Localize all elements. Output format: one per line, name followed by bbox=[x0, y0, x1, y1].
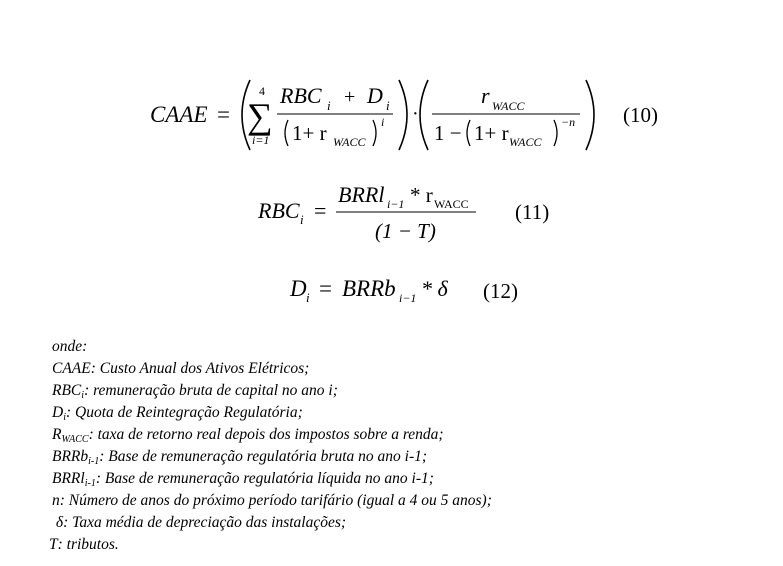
definition-text: : Quota de Reintegração Regulatória; bbox=[65, 404, 303, 421]
eq10-dot: · bbox=[412, 103, 419, 125]
eq10-num-d: D bbox=[367, 83, 383, 108]
definition-caae bbox=[52, 358, 492, 380]
definition-text: : Número de anos do próximo período tarifário (igual a 4 ou 5 anos); bbox=[59, 492, 492, 509]
eq10-sum-lower: i=1 bbox=[252, 133, 270, 147]
definition-t bbox=[49, 534, 492, 556]
equation-12 bbox=[289, 276, 518, 305]
definition-text: : Taxa média de depreciação das instalações; bbox=[63, 514, 347, 531]
eq10-den-right-b: 1+ r bbox=[474, 121, 509, 145]
definitions-intro: onde: bbox=[52, 338, 88, 355]
definition-text: : remuneração bruta de capital no ano i; bbox=[84, 382, 338, 399]
eq10-den-left-paren-close bbox=[373, 120, 376, 146]
eq12-rhs-sub: i−1 bbox=[399, 291, 417, 305]
definition-subscript: i-1 bbox=[84, 478, 96, 489]
eq10-sum-symbol: ∑ bbox=[247, 96, 273, 136]
equation-10 bbox=[150, 80, 658, 150]
definition-text: : tributos. bbox=[57, 536, 119, 553]
definition-symbol: n bbox=[52, 492, 60, 509]
eq10-den-left-exp: i bbox=[381, 115, 385, 129]
eq10-right-group-open bbox=[420, 80, 428, 150]
definition-symbol: BRRl bbox=[52, 470, 85, 487]
eq12-equals: = bbox=[319, 276, 332, 301]
eq10-num-r: r bbox=[481, 83, 490, 108]
definition-symbol: CAAE bbox=[52, 360, 91, 377]
eq12-rhs: BRRb bbox=[342, 276, 396, 301]
eq12-number: (12) bbox=[483, 279, 518, 303]
eq12-lhs: D bbox=[290, 276, 307, 301]
definition-brrb bbox=[52, 446, 492, 468]
definition-d bbox=[52, 402, 492, 424]
definition-subscript: i bbox=[81, 390, 85, 401]
eq10-den-left-paren-open bbox=[285, 120, 288, 146]
eq11-equals: = bbox=[314, 198, 327, 223]
definition-n bbox=[52, 490, 492, 512]
definition-subscript: WACC bbox=[61, 434, 89, 445]
eq10-den-right-a: 1 − bbox=[434, 121, 462, 145]
definition-brrl bbox=[52, 468, 492, 490]
eq10-num-rbc-sub: i bbox=[327, 98, 331, 113]
definition-symbol: D bbox=[52, 404, 64, 421]
eq10-right-paren bbox=[399, 80, 407, 150]
definition-text: : Base de remuneração regulatória bruta no ano i-1; bbox=[99, 448, 428, 465]
eq10-den-right-paren-close bbox=[554, 120, 557, 146]
definition-subscript: i-1 bbox=[88, 456, 100, 467]
definition-text: : taxa de retorno real depois dos impostos sobre a renda; bbox=[88, 426, 444, 443]
eq10-den-right-exp: −n bbox=[561, 115, 576, 129]
definition-symbol: RBC bbox=[52, 382, 82, 399]
eq10-num-plus: + bbox=[344, 86, 356, 108]
definition-delta bbox=[52, 512, 492, 534]
eq11-number: (11) bbox=[515, 200, 550, 224]
eq11-lhs-sub: i bbox=[300, 212, 304, 227]
eq11-num-mult-sub: WACC bbox=[434, 197, 469, 211]
eq11-lhs: RBC bbox=[258, 198, 300, 223]
eq12-lhs-sub: i bbox=[306, 290, 310, 305]
eq10-lhs: CAAE bbox=[150, 102, 208, 127]
definition-symbol: δ bbox=[55, 514, 64, 531]
definition-symbol: T bbox=[49, 536, 58, 553]
definition-symbol: R bbox=[52, 426, 62, 443]
eq10-den-right-sub: WACC bbox=[509, 135, 542, 149]
eq12-rhs-mult: * δ bbox=[421, 276, 448, 301]
eq10-right-group-close bbox=[586, 80, 594, 150]
definition-symbol: BRRb bbox=[52, 448, 89, 465]
definition-rbc bbox=[52, 380, 492, 402]
eq10-equals: = bbox=[217, 102, 230, 127]
eq10-num-r-sub: WACC bbox=[492, 99, 525, 113]
definition-text: : Base de remuneração regulatória líquida no ano i-1; bbox=[95, 470, 434, 487]
eq10-num-rbc: RBC bbox=[280, 83, 322, 108]
eq11-num-sub: i−1 bbox=[387, 197, 405, 211]
definition-subscript: i bbox=[63, 412, 66, 423]
eq10-den-left-sub: WACC bbox=[333, 135, 366, 149]
equation-11 bbox=[257, 182, 549, 243]
eq10-num-d-sub: i bbox=[386, 98, 390, 113]
eq10-sum-upper: 4 bbox=[259, 84, 265, 98]
eq11-num: BRRl bbox=[338, 182, 385, 207]
eq10-den-left-base: 1+ r bbox=[292, 121, 327, 145]
eq11-den: (1 − T) bbox=[375, 219, 436, 243]
definition-text: : Custo Anual dos Ativos Elétricos; bbox=[90, 360, 310, 377]
definitions-list bbox=[49, 336, 492, 556]
eq11-num-mult: * r bbox=[410, 183, 433, 207]
eq10-den-right-paren-open bbox=[467, 120, 470, 146]
definition-rwacc bbox=[52, 424, 492, 446]
eq10-number: (10) bbox=[623, 103, 658, 127]
